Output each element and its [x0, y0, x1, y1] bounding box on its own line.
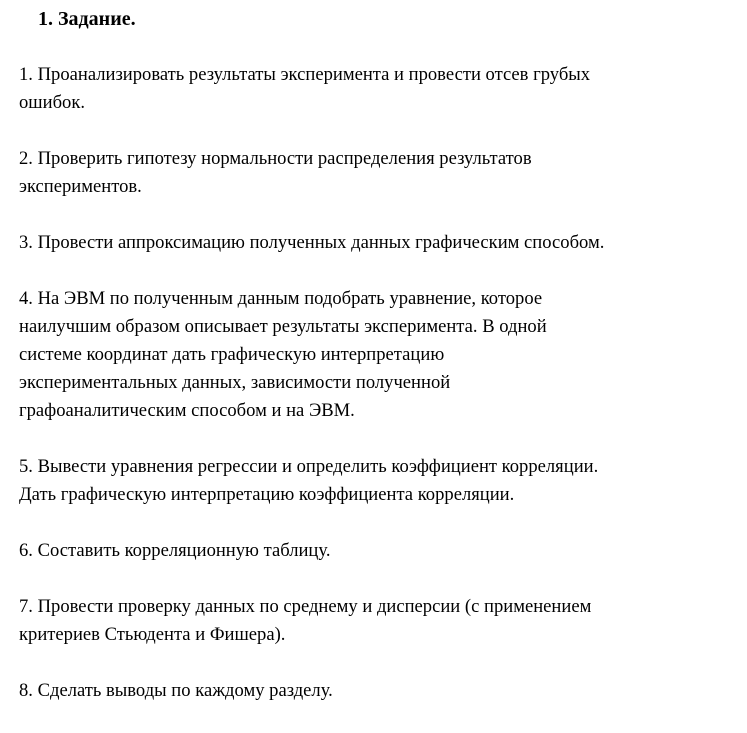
- task-item: [19, 453, 604, 509]
- task-item: [19, 229, 604, 257]
- task-item-line: Дать графическую интерпретацию коэффициента корреляции.: [19, 484, 515, 505]
- task-list: [19, 61, 604, 733]
- task-item: [19, 145, 604, 201]
- task-item-line: 3. Провести аппроксимацию полученных данных графическим способом.: [19, 232, 605, 253]
- task-item: [19, 593, 604, 649]
- task-item-line: 7. Провести проверку данных по среднему и дисперсии (с применением: [19, 596, 592, 617]
- task-item: [19, 677, 604, 705]
- task-item-line: 2. Проверить гипотезу нормальности распределения результатов: [19, 148, 532, 169]
- task-item-line: экспериментальных данных, зависимости полученной: [19, 372, 451, 393]
- task-item-line: 1. Проанализировать результаты эксперимента и провести отсев грубых: [19, 64, 591, 85]
- section-heading: 1. Задание.: [38, 8, 136, 30]
- task-item-line: системе координат дать графическую интерпретацию: [19, 344, 445, 365]
- task-item-line: 6. Составить корреляционную таблицу.: [19, 540, 331, 561]
- task-item-line: 4. На ЭВМ по полученным данным подобрать уравнение, которое: [19, 288, 543, 309]
- task-item-line: экспериментов.: [19, 176, 142, 197]
- task-item: [19, 285, 604, 425]
- task-item-line: 5. Вывести уравнения регрессии и определить коэффициент корреляции.: [19, 456, 599, 477]
- task-item-line: ошибок.: [19, 92, 86, 113]
- task-item: [19, 537, 604, 565]
- task-item-line: критериев Стьюдента и Фишера).: [19, 624, 286, 645]
- task-item-line: 8. Сделать выводы по каждому разделу.: [19, 680, 333, 701]
- task-item-line: наилучшим образом описывает результаты эксперимента. В одной: [19, 316, 547, 337]
- task-item-line: графоаналитическим способом и на ЭВМ.: [19, 400, 355, 421]
- task-item: [19, 61, 604, 117]
